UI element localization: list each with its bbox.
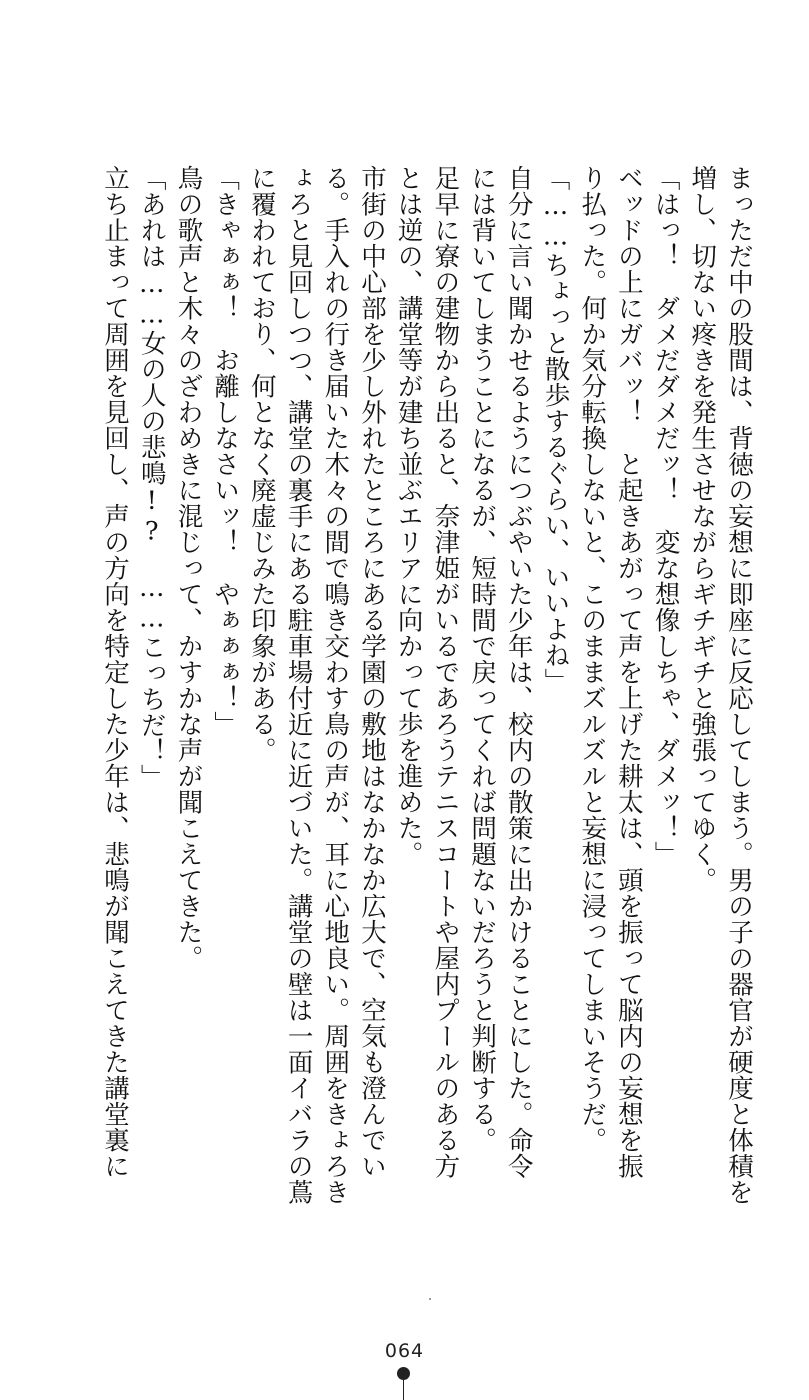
text-line: 立ち止まって周囲を見回し、声の方向を特定した少年は、悲鳴が聞こえてきた講堂裏に: [100, 165, 131, 1179]
text-line: ょろと見回しつつ、講堂の裏手にある駐車場付近に近づいた。講堂の壁は一面イバラの蔦: [283, 165, 314, 1205]
text-line: ベッドの上にガバッ！ と起きあがって声を上げた耕太は、頭を振って脳内の妄想を振: [613, 165, 644, 1179]
text-line: 「あれは……女の人の悲鳴!? ……こっちだ！」: [136, 165, 167, 790]
text-line: には背いてしまうことになるが、短時間で戻ってくれば問題ないだろうと判断する。: [467, 165, 498, 1153]
text-line: 「……ちょっと散歩するぐらい、いいよね」: [540, 165, 571, 694]
body-text: [96, 165, 757, 1205]
page-number: 064: [384, 1340, 425, 1362]
page-marker-line: [403, 1380, 404, 1400]
text-line: 鳥の歌声と木々のざわめきに混じって、かすかな声が聞こえてきた。: [173, 165, 204, 971]
text-line: 自分に言い聞かせるようにつぶやいた少年は、校内の散策に出かけることにした。命令: [503, 165, 534, 1179]
text-line: り払った。何か気分転換しないと、このままズルズルと妄想に浸ってしまいそうだ。: [577, 165, 608, 1153]
page-dot-marker: [397, 1367, 410, 1380]
text-line: まっただ中の股間は、背徳の妄想に即座に反応してしまう。男の子の器官が硬度と体積を: [724, 165, 754, 1205]
text-line: 増し、切ない疼きを発生させながらギチギチと強張ってゆく。: [687, 165, 718, 893]
text-line: 市街の中心部を少し外れたところにある学園の敷地はなかなか広大で、空気も澄んでい: [356, 165, 387, 1179]
text-line: 足早に寮の建物から出ると、奈津姫がいるであろうテニスコートや屋内プールのある方: [430, 165, 461, 1179]
text-line: 「はっ！ ダメだダメだッ！ 変な想像しちゃ、ダメッ！」: [650, 165, 681, 867]
text-line: る。手入れの行き届いた木々の間で鳴き交わす鳥の声が、耳に心地良い。周囲をきょろき: [320, 165, 351, 1205]
print-speck: [429, 1298, 431, 1300]
text-line: とは逆の、講堂等が建ち並ぶエリアに向かって歩を進めた。: [393, 165, 424, 867]
text-line: に覆われており、何となく廃虚じみた印象がある。: [246, 165, 277, 763]
text-line: 「きゃぁぁ！ お離しなさいッ！ やぁぁぁ！」: [210, 165, 241, 737]
